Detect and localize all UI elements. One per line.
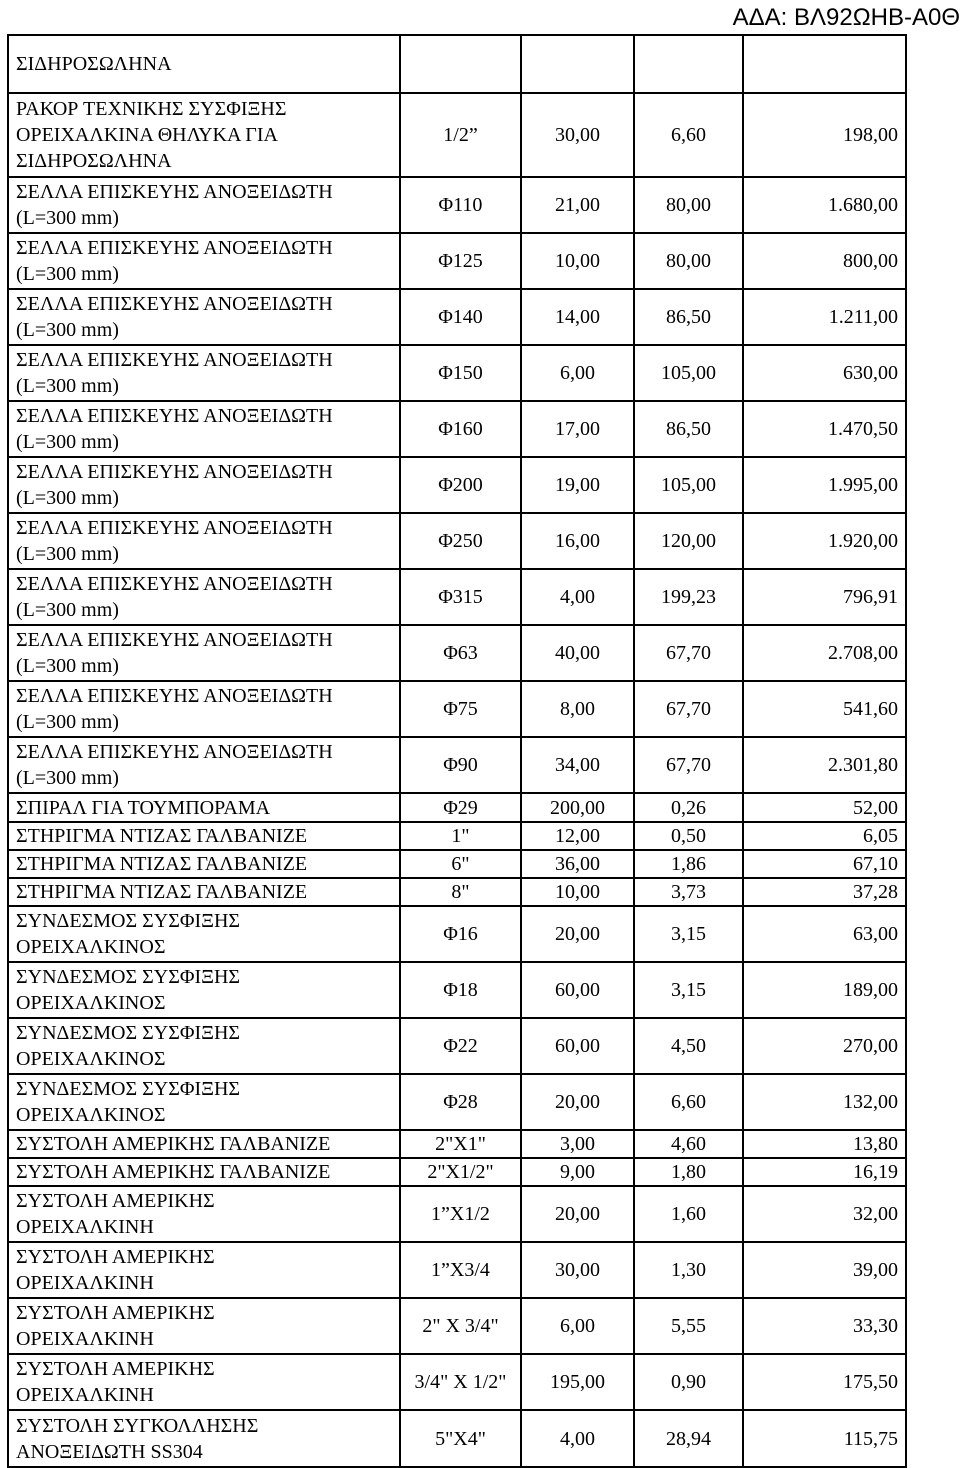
cell-desc: ΣΕΛΛΑ ΕΠΙΣΚΕΥΗΣ ΑΝΟΞΕΙΔΩΤΗ (L=300 mm): [8, 177, 400, 233]
cell-total: 1.995,00: [743, 457, 906, 513]
table-row: [8, 1158, 906, 1186]
cell-price: [634, 35, 743, 93]
cell-qty: 10,00: [521, 878, 634, 906]
cell-price: 67,70: [634, 625, 743, 681]
cell-price: 5,55: [634, 1298, 743, 1354]
cell-qty: 8,00: [521, 681, 634, 737]
cell-price: 4,50: [634, 1018, 743, 1074]
cell-price: 80,00: [634, 233, 743, 289]
cell-price: 1,60: [634, 1186, 743, 1242]
cell-total: 1.470,50: [743, 401, 906, 457]
table-row: [8, 850, 906, 878]
cell-desc: ΣΕΛΛΑ ΕΠΙΣΚΕΥΗΣ ΑΝΟΞΕΙΔΩΤΗ (L=300 mm): [8, 681, 400, 737]
cell-desc: ΣΥΣΤΟΛΗ ΑΜΕΡΙΚΗΣ ΟΡΕΙΧΑΛΚΙΝΗ: [8, 1354, 400, 1410]
cell-qty: 20,00: [521, 906, 634, 962]
cell-desc: ΣΤΗΡΙΓΜΑ ΝΤΙΖΑΣ ΓΑΛΒΑΝΙΖΕ: [8, 878, 400, 906]
cell-desc: ΣΕΛΛΑ ΕΠΙΣΚΕΥΗΣ ΑΝΟΞΕΙΔΩΤΗ (L=300 mm): [8, 457, 400, 513]
cell-price: 67,70: [634, 737, 743, 793]
cell-qty: 20,00: [521, 1074, 634, 1130]
table-row: [8, 1130, 906, 1158]
cell-total: 800,00: [743, 233, 906, 289]
cell-price: 120,00: [634, 513, 743, 569]
cell-total: 270,00: [743, 1018, 906, 1074]
table-row: [8, 1018, 906, 1074]
cell-size: 2"X1": [400, 1130, 521, 1158]
table-row: [8, 1242, 906, 1298]
cell-qty: 14,00: [521, 289, 634, 345]
cell-desc: ΣΕΛΛΑ ΕΠΙΣΚΕΥΗΣ ΑΝΟΞΕΙΔΩΤΗ (L=300 mm): [8, 345, 400, 401]
cell-total: 1.920,00: [743, 513, 906, 569]
cell-total: [743, 35, 906, 93]
cell-qty: 200,00: [521, 793, 634, 822]
table-row: [8, 569, 906, 625]
table-row: [8, 793, 906, 822]
cell-total: 63,00: [743, 906, 906, 962]
cell-size: [400, 35, 521, 93]
table-row: [8, 962, 906, 1018]
cell-size: Φ22: [400, 1018, 521, 1074]
cell-desc: ΡΑΚΟΡ ΤΕΧΝΙΚΗΣ ΣΥΣΦΙΞΗΣ ΟΡΕΙΧΑΛΚΙΝΑ ΘΗΛΥΚΑ ΓΙΑ ΣΙΔΗΡΟΣΩΛΗΝΑ: [8, 93, 400, 177]
cell-total: 32,00: [743, 1186, 906, 1242]
cell-size: Φ18: [400, 962, 521, 1018]
cell-size: Φ315: [400, 569, 521, 625]
table-row: [8, 737, 906, 793]
cell-total: 132,00: [743, 1074, 906, 1130]
cell-total: 198,00: [743, 93, 906, 177]
cell-qty: 4,00: [521, 569, 634, 625]
cell-qty: 6,00: [521, 345, 634, 401]
cell-desc: ΣΕΛΛΑ ΕΠΙΣΚΕΥΗΣ ΑΝΟΞΕΙΔΩΤΗ (L=300 mm): [8, 233, 400, 289]
cell-desc: ΣΕΛΛΑ ΕΠΙΣΚΕΥΗΣ ΑΝΟΞΕΙΔΩΤΗ (L=300 mm): [8, 513, 400, 569]
cell-total: 16,19: [743, 1158, 906, 1186]
table-row: [8, 1298, 906, 1354]
cell-desc: ΣΕΛΛΑ ΕΠΙΣΚΕΥΗΣ ΑΝΟΞΕΙΔΩΤΗ (L=300 mm): [8, 569, 400, 625]
cell-total: 175,50: [743, 1354, 906, 1410]
cell-size: Φ75: [400, 681, 521, 737]
cell-total: 189,00: [743, 962, 906, 1018]
cell-desc: ΣΕΛΛΑ ΕΠΙΣΚΕΥΗΣ ΑΝΟΞΕΙΔΩΤΗ (L=300 mm): [8, 625, 400, 681]
cell-size: Φ110: [400, 177, 521, 233]
cell-size: Φ63: [400, 625, 521, 681]
cell-price: 3,15: [634, 962, 743, 1018]
cell-size: 1": [400, 822, 521, 850]
cell-size: Φ200: [400, 457, 521, 513]
cell-total: 67,10: [743, 850, 906, 878]
cell-desc: ΣΥΝΔΕΣΜΟΣ ΣΥΣΦΙΞΗΣ ΟΡΕΙΧΑΛΚΙΝΟΣ: [8, 1018, 400, 1074]
cell-price: 67,70: [634, 681, 743, 737]
table-row: [8, 513, 906, 569]
cell-total: 630,00: [743, 345, 906, 401]
cell-price: 4,60: [634, 1130, 743, 1158]
cell-qty: [521, 35, 634, 93]
cell-size: Φ125: [400, 233, 521, 289]
cell-desc: ΣΥΣΤΟΛΗ ΣΥΓΚΟΛΛΗΣΗΣ ΑΝΟΞΕΙΔΩΤΗ SS304: [8, 1410, 400, 1467]
cell-price: 105,00: [634, 457, 743, 513]
cell-total: 2.708,00: [743, 625, 906, 681]
cell-size: Φ150: [400, 345, 521, 401]
cell-size: 6": [400, 850, 521, 878]
cell-price: 6,60: [634, 93, 743, 177]
cell-desc: ΣΥΣΤΟΛΗ ΑΜΕΡΙΚΗΣ ΟΡΕΙΧΑΛΚΙΝΗ: [8, 1186, 400, 1242]
cell-total: 39,00: [743, 1242, 906, 1298]
table-row: [8, 1354, 906, 1410]
cell-qty: 30,00: [521, 93, 634, 177]
cell-qty: 6,00: [521, 1298, 634, 1354]
table-row: [8, 1186, 906, 1242]
cell-desc: ΣΠΙΡΑΛ ΓΙΑ ΤΟΥΜΠΟΡΑΜΑ: [8, 793, 400, 822]
cell-size: 1”X3/4: [400, 1242, 521, 1298]
cell-qty: 21,00: [521, 177, 634, 233]
cell-size: 2"X1/2": [400, 1158, 521, 1186]
table-row: [8, 1410, 906, 1467]
cell-desc: ΣΥΣΤΟΛΗ ΑΜΕΡΙΚΗΣ ΓΑΛΒΑΝΙΖΕ: [8, 1130, 400, 1158]
cell-total: 1.680,00: [743, 177, 906, 233]
cell-price: 1,80: [634, 1158, 743, 1186]
cell-qty: 195,00: [521, 1354, 634, 1410]
cell-qty: 4,00: [521, 1410, 634, 1467]
table-row: [8, 625, 906, 681]
cell-qty: 9,00: [521, 1158, 634, 1186]
cell-price: 0,50: [634, 822, 743, 850]
cell-qty: 20,00: [521, 1186, 634, 1242]
cell-price: 105,00: [634, 345, 743, 401]
cell-size: 8": [400, 878, 521, 906]
cell-price: 28,94: [634, 1410, 743, 1467]
cell-qty: 34,00: [521, 737, 634, 793]
cell-desc: ΣΥΝΔΕΣΜΟΣ ΣΥΣΦΙΞΗΣ ΟΡΕΙΧΑΛΚΙΝΟΣ: [8, 906, 400, 962]
cell-size: Φ29: [400, 793, 521, 822]
cell-qty: 60,00: [521, 962, 634, 1018]
cell-qty: 40,00: [521, 625, 634, 681]
cell-qty: 60,00: [521, 1018, 634, 1074]
items-table-body: [8, 35, 906, 1467]
cell-desc: ΣΙΔΗΡΟΣΩΛΗΝΑ: [8, 35, 400, 93]
cell-desc: ΣΤΗΡΙΓΜΑ ΝΤΙΖΑΣ ΓΑΛΒΑΝΙΖΕ: [8, 850, 400, 878]
cell-desc: ΣΥΝΔΕΣΜΟΣ ΣΥΣΦΙΞΗΣ ΟΡΕΙΧΑΛΚΙΝΟΣ: [8, 962, 400, 1018]
cell-desc: ΣΤΗΡΙΓΜΑ ΝΤΙΖΑΣ ΓΑΛΒΑΝΙΖΕ: [8, 822, 400, 850]
cell-price: 199,23: [634, 569, 743, 625]
cell-qty: 10,00: [521, 233, 634, 289]
cell-price: 3,15: [634, 906, 743, 962]
cell-total: 115,75: [743, 1410, 906, 1467]
cell-desc: ΣΥΝΔΕΣΜΟΣ ΣΥΣΦΙΞΗΣ ΟΡΕΙΧΑΛΚΙΝΟΣ: [8, 1074, 400, 1130]
table-row: [8, 35, 906, 93]
cell-size: 1”X1/2: [400, 1186, 521, 1242]
cell-size: 2" X 3/4": [400, 1298, 521, 1354]
cell-size: Φ16: [400, 906, 521, 962]
table-row: [8, 878, 906, 906]
cell-desc: ΣΕΛΛΑ ΕΠΙΣΚΕΥΗΣ ΑΝΟΞΕΙΔΩΤΗ (L=300 mm): [8, 401, 400, 457]
table-row: [8, 401, 906, 457]
cell-size: 3/4" X 1/2": [400, 1354, 521, 1410]
cell-total: 33,30: [743, 1298, 906, 1354]
cell-size: Φ160: [400, 401, 521, 457]
cell-price: 1,30: [634, 1242, 743, 1298]
cell-price: 6,60: [634, 1074, 743, 1130]
table-row: [8, 233, 906, 289]
cell-price: 0,26: [634, 793, 743, 822]
table-row: [8, 1074, 906, 1130]
table-row: [8, 681, 906, 737]
cell-desc: ΣΥΣΤΟΛΗ ΑΜΕΡΙΚΗΣ ΓΑΛΒΑΝΙΖΕ: [8, 1158, 400, 1186]
cell-total: 2.301,80: [743, 737, 906, 793]
cell-size: 1/2”: [400, 93, 521, 177]
table-row: [8, 93, 906, 177]
cell-price: 0,90: [634, 1354, 743, 1410]
cell-qty: 16,00: [521, 513, 634, 569]
cell-qty: 17,00: [521, 401, 634, 457]
table-row: [8, 457, 906, 513]
cell-size: Φ140: [400, 289, 521, 345]
cell-qty: 19,00: [521, 457, 634, 513]
cell-price: 86,50: [634, 401, 743, 457]
cell-size: Φ90: [400, 737, 521, 793]
cell-size: 5"X4": [400, 1410, 521, 1467]
cell-size: Φ28: [400, 1074, 521, 1130]
cell-total: 541,60: [743, 681, 906, 737]
table-row: [8, 345, 906, 401]
cell-qty: 36,00: [521, 850, 634, 878]
cell-desc: ΣΕΛΛΑ ΕΠΙΣΚΕΥΗΣ ΑΝΟΞΕΙΔΩΤΗ (L=300 mm): [8, 737, 400, 793]
table-row: [8, 906, 906, 962]
cell-price: 3,73: [634, 878, 743, 906]
cell-size: Φ250: [400, 513, 521, 569]
cell-price: 1,86: [634, 850, 743, 878]
cell-price: 86,50: [634, 289, 743, 345]
cell-total: 6,05: [743, 822, 906, 850]
items-table: [7, 34, 907, 1468]
ada-code: ΑΔΑ: ΒΛ92ΩΗΒ-Α0Θ: [732, 4, 960, 31]
cell-total: 37,28: [743, 878, 906, 906]
cell-total: 1.211,00: [743, 289, 906, 345]
table-row: [8, 822, 906, 850]
cell-price: 80,00: [634, 177, 743, 233]
cell-desc: ΣΥΣΤΟΛΗ ΑΜΕΡΙΚΗΣ ΟΡΕΙΧΑΛΚΙΝΗ: [8, 1298, 400, 1354]
table-row: [8, 289, 906, 345]
cell-total: 52,00: [743, 793, 906, 822]
cell-qty: 30,00: [521, 1242, 634, 1298]
cell-total: 13,80: [743, 1130, 906, 1158]
cell-desc: ΣΕΛΛΑ ΕΠΙΣΚΕΥΗΣ ΑΝΟΞΕΙΔΩΤΗ (L=300 mm): [8, 289, 400, 345]
cell-qty: 3,00: [521, 1130, 634, 1158]
cell-desc: ΣΥΣΤΟΛΗ ΑΜΕΡΙΚΗΣ ΟΡΕΙΧΑΛΚΙΝΗ: [8, 1242, 400, 1298]
cell-qty: 12,00: [521, 822, 634, 850]
table-row: [8, 177, 906, 233]
cell-total: 796,91: [743, 569, 906, 625]
